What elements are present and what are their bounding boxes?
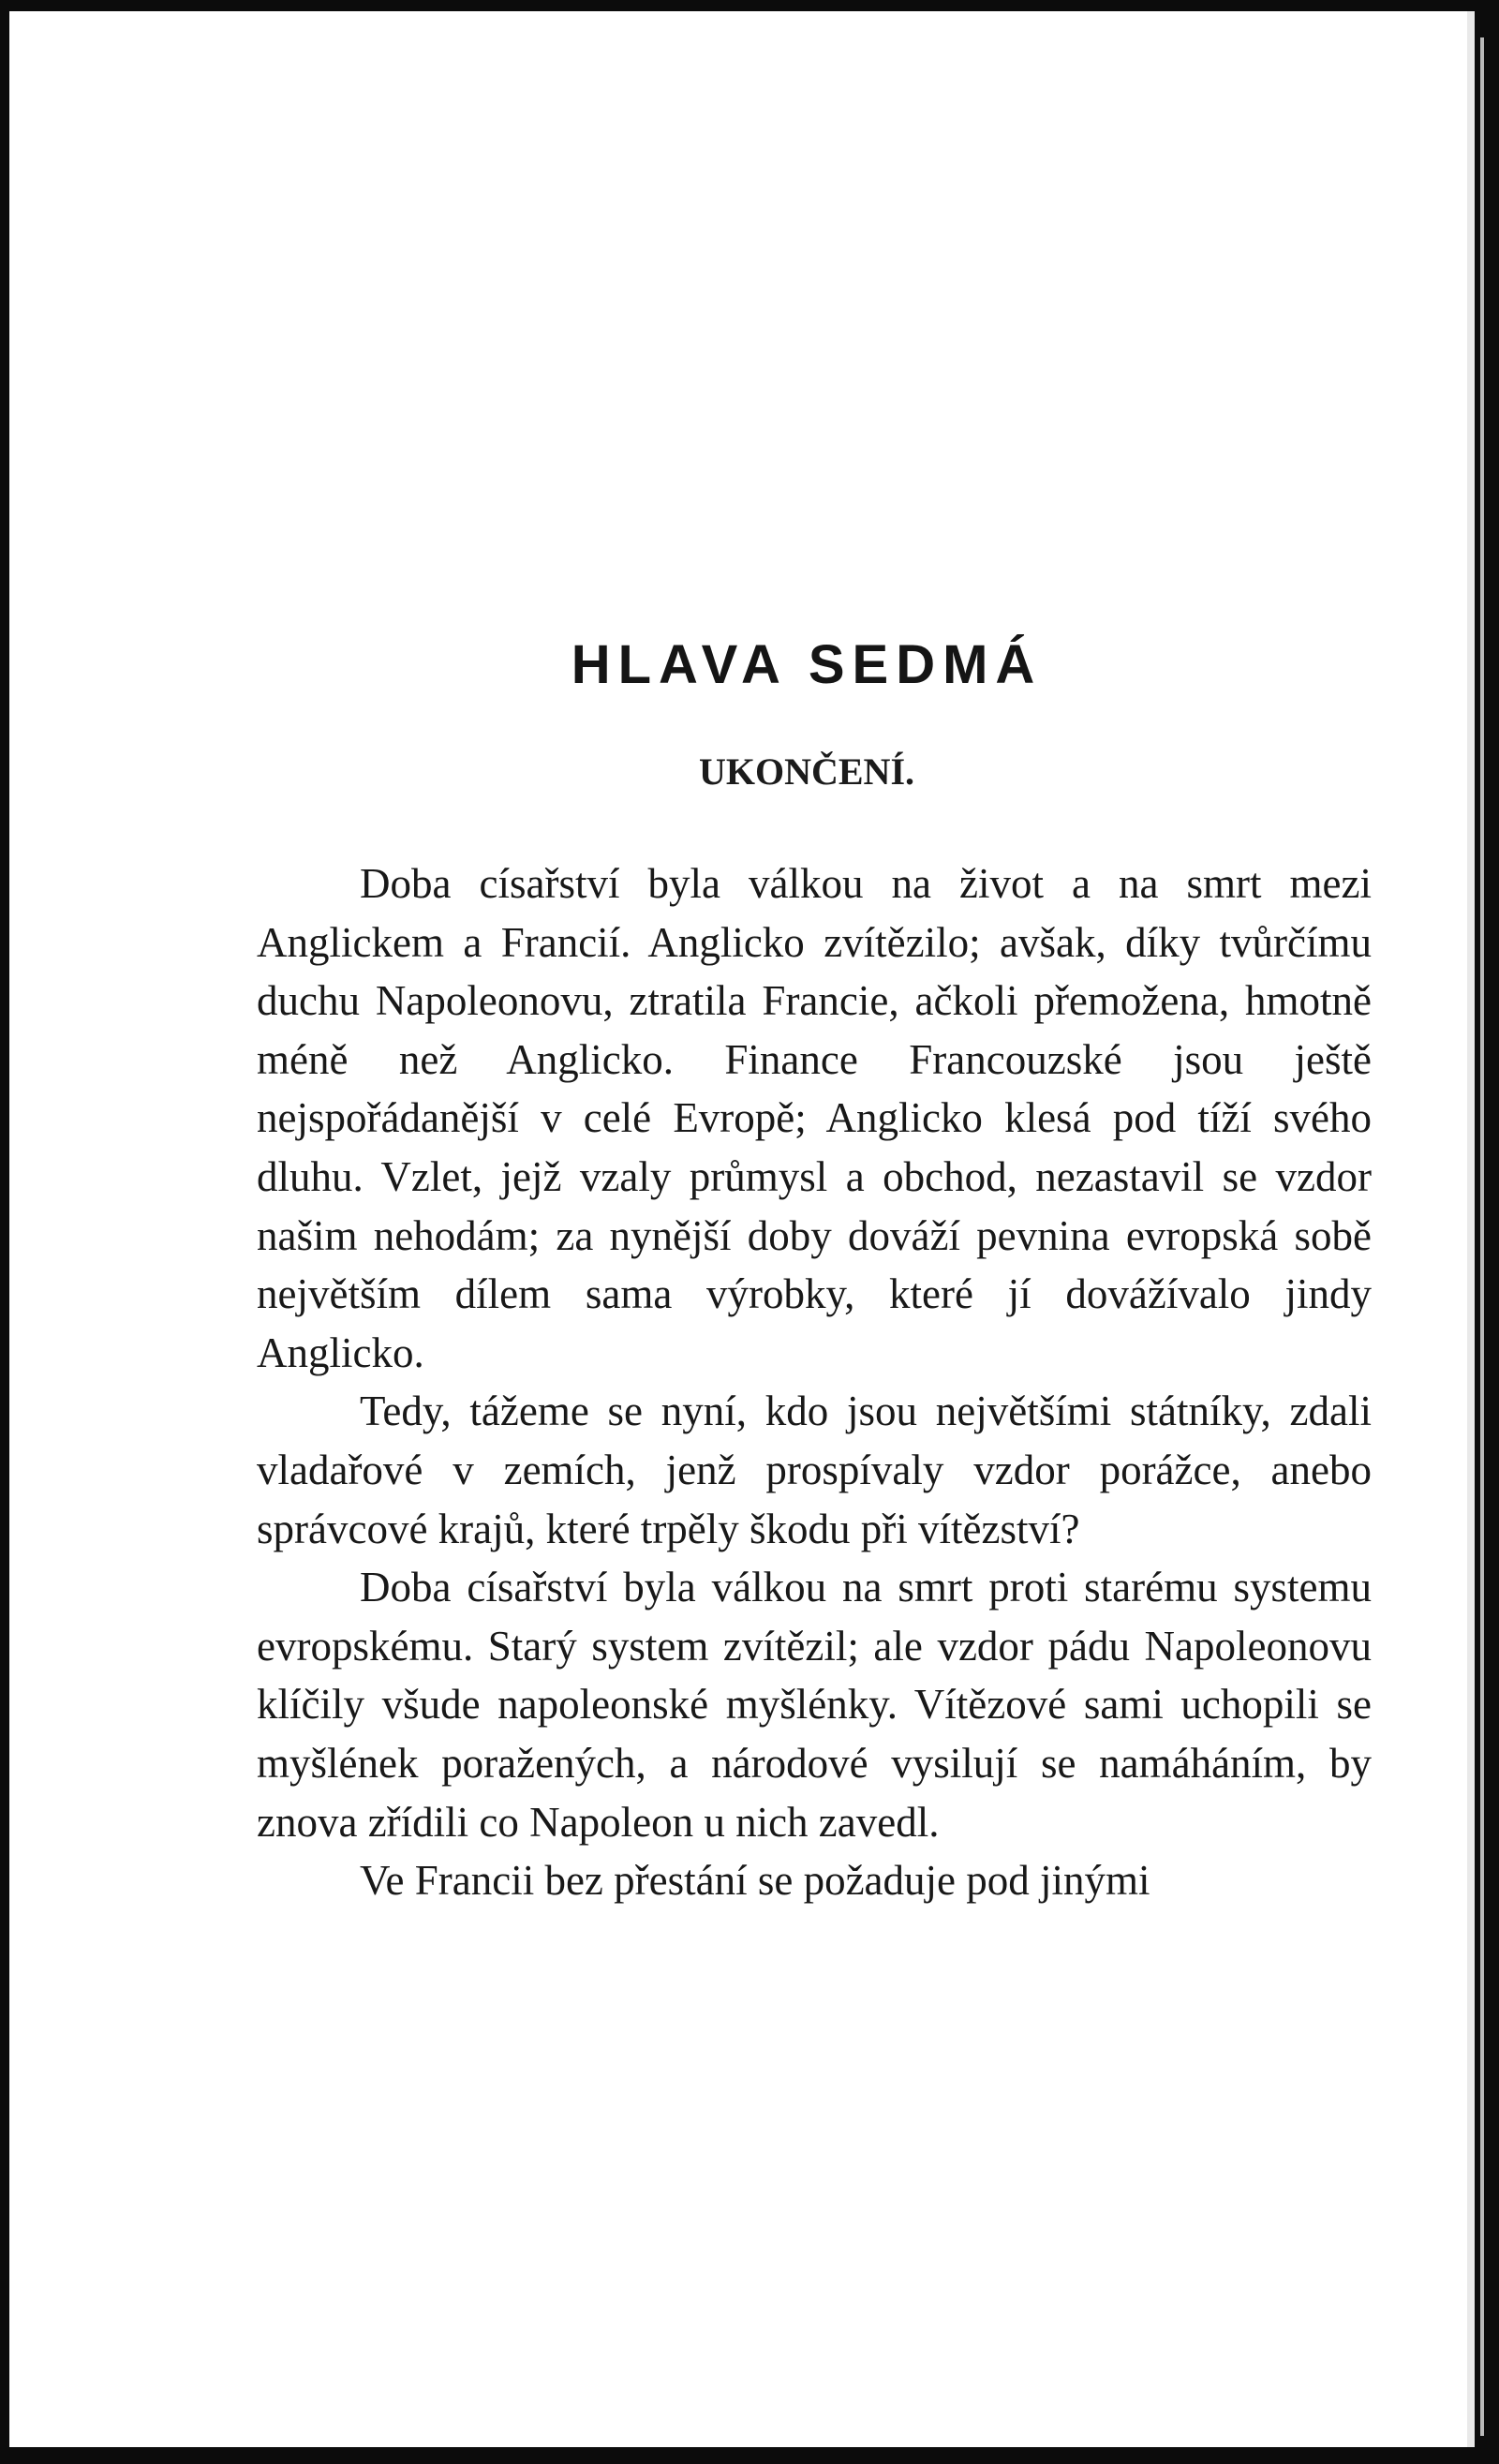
body-text xyxy=(257,854,1372,1910)
paragraph-3: Doba císařství byla válkou na smrt proti starému systemu evropskému. Starý system zvítězil; ale vzdor pádu Napoleonovu klíčily všude napoleonské myšlénky. Vítězové sami uchopili se myšlének poražených, a národové vysilují se namáháním, by znova zřídili co Napoleon u nich zavedl. xyxy=(257,1564,1372,1846)
page-edge-line xyxy=(1480,37,1484,2436)
paragraph-1: Doba císařství byla válkou na život a na smrt mezi Anglickem a Francií. Anglicko zvítězilo; avšak, díky tvůrčímu duchu Napoleonovu, ztratila Francie, ačkoli přemožena, hmotně méně než Anglicko. Finance Francouzské jsou ještě nejspořádanější v celé Evropě; Anglicko klesá pod tíží svého dluhu. Vzlet, jejž vzaly průmysl a obchod, nezastavil se vzdor našim nehodám; za nynější doby dováží pevnina evropská sobě největším dílem sama výrobky, které jí dovážívalo jindy Anglicko. xyxy=(257,860,1372,1376)
page-edge-strip xyxy=(1467,11,1475,2447)
section-title: UKONČENÍ. xyxy=(698,750,915,793)
chapter-title: HLAVA SEDMÁ xyxy=(571,634,1043,695)
paragraph-2: Tedy, tážeme se nyní, kdo jsou největšími státníky, zdali vladařové v zemích, jenž prospívaly vzdor porážce, anebo správcové krajů, které trpěly škodu při vítězství? xyxy=(257,1388,1372,1552)
paragraph-4: Ve Francii bez přestání se požaduje pod jinými xyxy=(360,1857,1150,1905)
